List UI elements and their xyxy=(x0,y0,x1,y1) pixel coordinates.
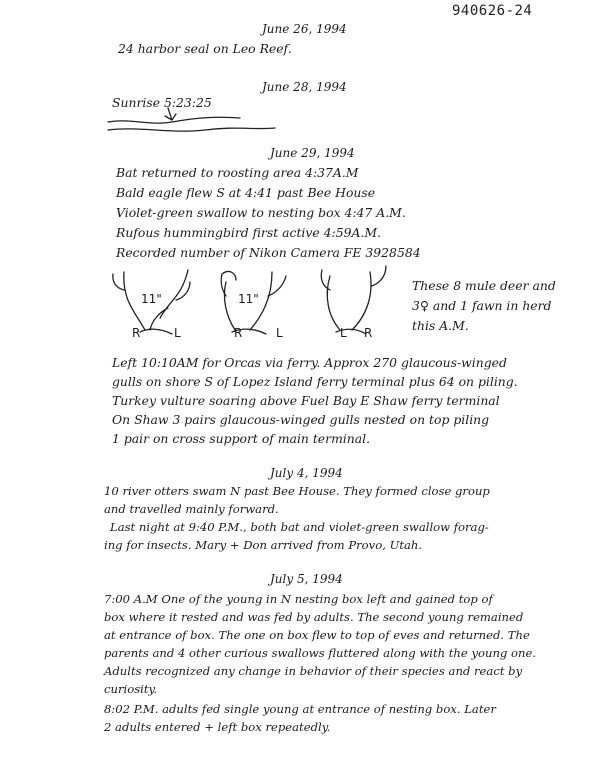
entry-line: Violet-green swallow to nesting box 4:47 A.M. xyxy=(116,205,406,220)
document-id: 940626-24 xyxy=(452,3,533,19)
entry-line: Sunrise 5:23:25 xyxy=(112,95,212,110)
ferry-line: 1 pair on cross support of main terminal. xyxy=(112,431,371,446)
antler-side-label: R xyxy=(234,326,243,340)
entry-line: box where it rested and was fed by adults. The second young remained xyxy=(104,610,524,624)
entry-line: 8:02 P.M. adults fed single young at entrance of nesting box. Later xyxy=(104,702,496,716)
ferry-line: Turkey vulture soaring above Fuel Bay E Shaw ferry terminal xyxy=(112,393,500,408)
antler-side-label: L xyxy=(340,326,347,340)
entry-line: Bat returned to roosting area 4:37A.M xyxy=(116,165,359,180)
entry-line: Recorded number of Nikon Camera FE 3928584 xyxy=(116,245,421,260)
ferry-line: On Shaw 3 pairs glaucous-winged gulls nested on top piling xyxy=(112,412,490,427)
entry-line: parents and 4 other curious swallows fluttered along with the young one. xyxy=(104,646,537,660)
ferry-line: Left 10:10AM for Orcas via ferry. Approx 270 glaucous-winged xyxy=(112,355,507,370)
entry-line: 2 adults entered + left box repeatedly. xyxy=(104,720,331,734)
entry-line: Bald eagle flew S at 4:41 past Bee House xyxy=(116,185,376,200)
antler-side-label: R xyxy=(364,326,373,340)
entry-line: Rufous hummingbird first active 4:59A.M. xyxy=(116,225,381,240)
entry-line: Adults recognized any change in behavior of their species and react by xyxy=(104,664,523,678)
entry-line: 24 harbor seal on Leo Reef. xyxy=(118,41,292,56)
entry-date: July 4, 1994 xyxy=(270,466,343,480)
entry-line: Last night at 9:40 P.M., both bat and violet-green swallow forag- xyxy=(110,520,489,534)
entry-date: June 29, 1994 xyxy=(270,146,355,160)
entry-date: July 5, 1994 xyxy=(270,572,343,586)
antler-side-label: L xyxy=(276,326,283,340)
entry-date: June 28, 1994 xyxy=(262,80,347,94)
antler-side-label: L xyxy=(174,326,181,340)
entry-line: curiosity. xyxy=(104,682,158,696)
herd-note: These 8 mule deer and 3♀ and 1 fawn in herd this A.M. xyxy=(412,278,556,333)
entry-date: June 26, 1994 xyxy=(262,22,347,36)
entry-line: at entrance of box. The one on box flew to top of eves and returned. The xyxy=(104,628,530,642)
entry-line: 10 river otters swam N past Bee House. They formed close group xyxy=(104,484,490,498)
entry-line: and travelled mainly forward. xyxy=(104,502,279,516)
antler-measurement-label: 11" xyxy=(141,292,162,306)
antler-side-label: R xyxy=(132,326,141,340)
ferry-line: gulls on shore S of Lopez Island ferry terminal plus 64 on piling. xyxy=(112,374,518,389)
entry-line: 7:00 A.M One of the young in N nesting box left and gained top of xyxy=(104,592,493,606)
entry-line: ing for insects. Mary + Don arrived from Provo, Utah. xyxy=(104,538,423,552)
antler-measurement-label: 11" xyxy=(238,292,259,306)
